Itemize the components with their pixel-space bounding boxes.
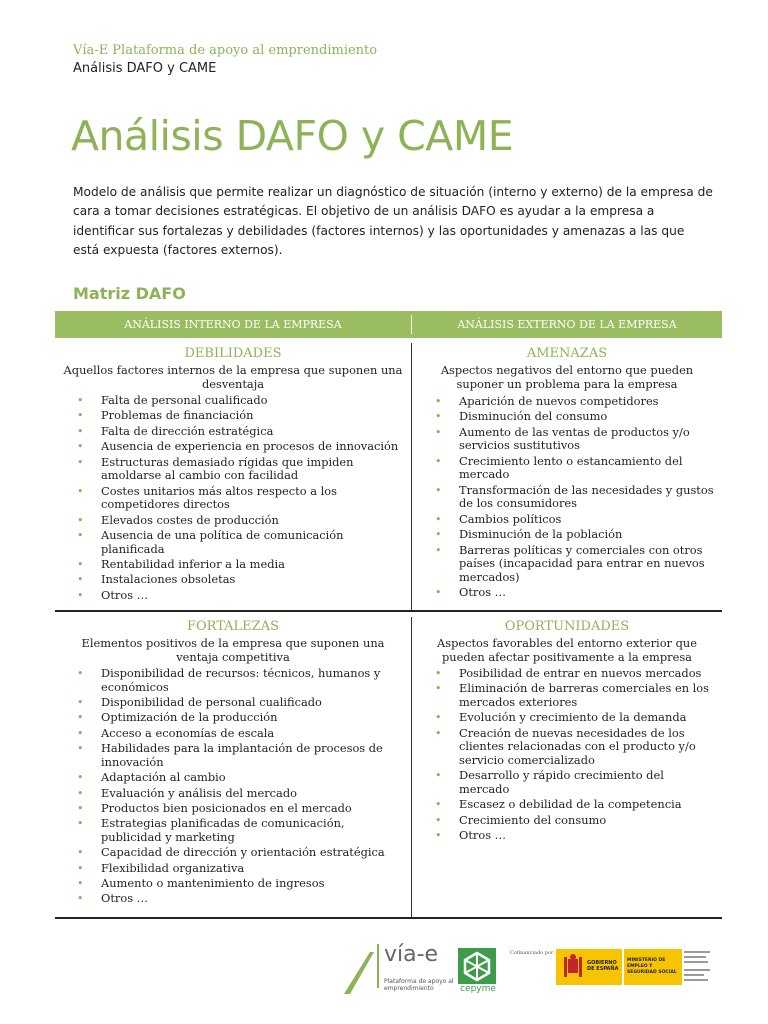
bullet-icon: •	[77, 588, 84, 602]
debilidades-desc: Aquellos factores internos de la empresa que suponen una desventaja	[63, 363, 403, 391]
list-item	[60, 877, 406, 891]
list-item-text: Capacidad de dirección y orientación estratégica	[101, 845, 385, 860]
list-item-text: Barreras políticas y comerciales con otros países (incapacidad para entrar en nuevos mercados)	[459, 542, 705, 584]
list-item-text: Transformación de las necesidades y gustos de los consumidores	[459, 482, 714, 511]
bullet-icon: •	[77, 455, 84, 469]
list-item-text: Posibilidad de entrar en nuevos mercados	[459, 666, 702, 680]
list-item	[418, 455, 716, 482]
list-item	[60, 456, 406, 483]
list-item	[418, 814, 716, 828]
viae-logo	[340, 942, 454, 1000]
list-item	[418, 513, 716, 527]
bullet-icon: •	[77, 440, 84, 454]
list-item-text: Costes unitarios más altos respecto a los competidores directos	[101, 483, 337, 512]
list-item	[60, 696, 406, 710]
bullet-icon: •	[435, 667, 442, 680]
cepyme-logo	[455, 944, 501, 1004]
list-item	[60, 802, 406, 816]
bullet-icon: •	[77, 846, 84, 860]
list-item	[60, 742, 406, 769]
list-item	[418, 395, 716, 409]
list-item	[60, 573, 406, 587]
list-item-text: Disponibilidad de personal cualificado	[101, 694, 322, 709]
list-item-text: Falta de personal cualificado	[101, 393, 268, 407]
bullet-icon: •	[435, 425, 442, 439]
list-item	[418, 727, 716, 768]
list-item	[60, 817, 406, 844]
bullet-icon: •	[77, 695, 84, 709]
cofinanciado-label: Cofinanciado por	[510, 950, 554, 956]
bullet-icon: •	[77, 711, 84, 725]
list-item	[418, 829, 716, 843]
bullet-icon: •	[435, 543, 442, 557]
header-platform: Vía-E Plataforma de apoyo al emprendimiento	[73, 43, 378, 58]
list-item-text: Eliminación de barreras comerciales en los mercados exteriores	[459, 681, 710, 709]
list-item-text: Aumento o mantenimiento de ingresos	[101, 876, 325, 891]
list-item	[60, 485, 406, 512]
bullet-icon: •	[435, 829, 442, 843]
bullet-icon: •	[77, 771, 84, 785]
bullet-icon: •	[77, 409, 84, 423]
viae-wordmark: vía-e	[384, 942, 439, 967]
list-item-text: Estrategias planificadas de comunicación, publicidad y marketing	[101, 816, 345, 844]
cell-fortalezas	[60, 619, 406, 908]
bullet-icon: •	[435, 512, 442, 526]
bullet-icon: •	[77, 484, 84, 498]
bullet-icon: •	[77, 557, 84, 571]
list-item-text: Aparición de nuevos competidores	[459, 394, 659, 408]
list-item	[60, 558, 406, 572]
list-item	[418, 426, 716, 453]
bullet-icon: •	[435, 813, 442, 827]
list-item	[60, 589, 406, 603]
list-item	[60, 892, 406, 906]
cell-debilidades	[60, 346, 406, 604]
list-item	[60, 862, 406, 876]
list-item	[60, 425, 406, 439]
list-item-text: Productos bien posicionados en el mercado	[101, 800, 352, 815]
list-item-text: Escasez o debilidad de la competencia	[459, 797, 682, 812]
bullet-icon: •	[77, 861, 84, 875]
oportunidades-list	[418, 667, 716, 843]
list-item-text: Otros …	[101, 891, 149, 906]
bullet-icon: •	[435, 454, 442, 468]
amenazas-desc: Aspectos negativos del entorno que pueden suponer un problema para la empresa	[440, 363, 694, 391]
column-divider-top	[411, 343, 412, 611]
bullet-icon: •	[77, 742, 84, 756]
list-item-text: Otros …	[459, 585, 507, 600]
list-item-text: Desarrollo y rápido crecimiento del mercado	[459, 768, 664, 796]
gobierno-logo	[556, 949, 716, 987]
list-item	[60, 667, 406, 694]
gobierno-text: GOBIERNO DE ESPAÑA	[587, 960, 619, 972]
page-title: Análisis DAFO y CAME	[71, 112, 514, 160]
list-item-text: Otros …	[101, 587, 149, 602]
cepyme-wordmark: cepyme	[460, 984, 496, 994]
list-item	[418, 544, 716, 585]
bullet-icon: •	[77, 892, 84, 906]
bullet-icon: •	[435, 586, 442, 600]
list-item-text: Problemas de financiación	[101, 408, 254, 423]
ministerio-subtext	[684, 951, 714, 983]
bullet-icon: •	[435, 483, 442, 497]
list-item-text: Optimización de la producción	[101, 710, 278, 725]
list-item	[418, 410, 716, 424]
list-item	[60, 514, 406, 528]
table-header	[55, 311, 722, 338]
cell-amenazas	[418, 346, 716, 601]
list-item-text: Rentabilidad inferior a la media	[101, 556, 285, 571]
bullet-icon: •	[77, 801, 84, 815]
list-item-text: Otros …	[459, 828, 507, 843]
list-item	[418, 682, 716, 709]
bullet-icon: •	[77, 513, 84, 527]
list-item-text: Disminución del consumo	[459, 409, 608, 424]
list-item-text: Ausencia de una política de comunicación planificada	[101, 527, 344, 556]
list-item-text: Elevados costes de producción	[101, 512, 279, 527]
list-item	[418, 667, 716, 681]
list-item-text: Falta de dirección estratégica	[101, 423, 274, 438]
bullet-icon: •	[77, 877, 84, 891]
list-item-text: Habilidades para la implantación de procesos de innovación	[101, 741, 383, 769]
bullet-icon: •	[77, 667, 84, 680]
bullet-icon: •	[77, 528, 84, 542]
list-item-text: Evolución y crecimiento de la demanda	[459, 710, 687, 725]
col-external-header: ANÁLISIS EXTERNO DE LA EMPRESA	[457, 318, 677, 331]
list-item-text: Flexibilidad organizativa	[101, 860, 245, 875]
cell-oportunidades	[418, 619, 716, 845]
bullet-icon: •	[435, 528, 442, 542]
oportunidades-desc: Aspectos favorables del entorno exterior que pueden afectar positivamente a la empresa	[437, 636, 697, 664]
amenazas-list	[418, 395, 716, 600]
bullet-icon: •	[435, 711, 442, 725]
viae-mark-icon	[340, 950, 380, 996]
bullet-icon: •	[77, 786, 84, 800]
oportunidades-title: OPORTUNIDADES	[504, 619, 630, 634]
list-item	[60, 846, 406, 860]
list-item	[60, 409, 406, 423]
list-item	[418, 484, 716, 511]
list-item-text: Cambios políticos	[459, 511, 562, 526]
bullet-icon: •	[77, 424, 84, 438]
list-item	[60, 440, 406, 454]
intro-paragraph: Modelo de análisis que permite realizar un diagnóstico de situación (interno y externo) de la empresa de cara a tomar decisiones estratégicas. El objetivo de un análisis DAFO es ayudar a la empresa a identificar sus fortalezas y debilidades (factores internos) y las oportunidades y amenazas a las que está expuesta (factores externos).	[73, 185, 713, 257]
bullet-icon: •	[435, 682, 442, 696]
fortalezas-list	[60, 667, 406, 906]
list-item	[60, 529, 406, 556]
debilidades-title: DEBILIDADES	[184, 346, 282, 361]
fortalezas-desc: Elementos positivos de la empresa que suponen una ventaja competitiva	[81, 636, 385, 664]
list-item	[418, 769, 716, 796]
table-bottom-rule	[55, 917, 722, 919]
coat-of-arms-icon	[562, 953, 584, 981]
list-item-text: Aumento de las ventas de productos y/o servicios sustitutivos	[459, 424, 690, 453]
bullet-icon: •	[77, 394, 84, 407]
bullet-icon: •	[435, 726, 442, 740]
list-item-text: Disponibilidad de recursos: técnicos, humanos y económicos	[101, 666, 381, 694]
list-item-text: Disminución de la población	[459, 527, 623, 542]
list-item-text: Crecimiento del consumo	[459, 812, 607, 827]
list-item	[418, 586, 716, 600]
ministerio-text: MINISTERIO DE EMPLEO Y SEGURIDAD SOCIAL	[627, 958, 677, 975]
list-item	[60, 727, 406, 741]
bullet-icon: •	[77, 817, 84, 831]
list-item-text: Evaluación y análisis del mercado	[101, 785, 297, 800]
bullet-icon: •	[435, 798, 442, 812]
amenazas-title: AMENAZAS	[526, 346, 608, 361]
list-item	[418, 711, 716, 725]
list-item-text: Estructuras demasiado rígidas que impiden amoldarse al cambio con facilidad	[101, 454, 354, 483]
debilidades-list	[60, 394, 406, 602]
list-item-text: Creación de nuevas necesidades de los clientes relacionadas con el producto y/o servicio comercializado	[459, 725, 696, 767]
list-item-text: Ausencia de experiencia en procesos de innovación	[101, 439, 399, 454]
row-divider	[55, 610, 722, 612]
bullet-icon: •	[435, 769, 442, 783]
list-item	[60, 787, 406, 801]
column-divider-bottom	[411, 617, 412, 917]
list-item-text: Crecimiento lento o estancamiento del mercado	[459, 453, 683, 482]
list-item	[60, 394, 406, 408]
list-item-text: Instalaciones obsoletas	[101, 572, 236, 587]
matrix-heading: Matriz DAFO	[73, 284, 186, 303]
fortalezas-title: FORTALEZAS	[186, 619, 280, 634]
list-item	[60, 711, 406, 725]
bullet-icon: •	[77, 573, 84, 587]
viae-tagline: Plataforma de apoyo al emprendimiento	[384, 978, 454, 992]
bullet-icon: •	[435, 395, 442, 408]
list-item	[418, 528, 716, 542]
viae-divider	[377, 944, 379, 988]
list-item	[60, 771, 406, 785]
col-internal-header: ANÁLISIS INTERNO DE LA EMPRESA	[124, 318, 342, 331]
cepyme-mark-icon	[458, 948, 496, 984]
list-item-text: Acceso a economías de escala	[101, 725, 275, 740]
list-item-text: Adaptación al cambio	[101, 770, 226, 785]
header-doc-title: Análisis DAFO y CAME	[73, 61, 217, 76]
bullet-icon: •	[77, 726, 84, 740]
list-item	[418, 798, 716, 812]
bullet-icon: •	[435, 410, 442, 424]
